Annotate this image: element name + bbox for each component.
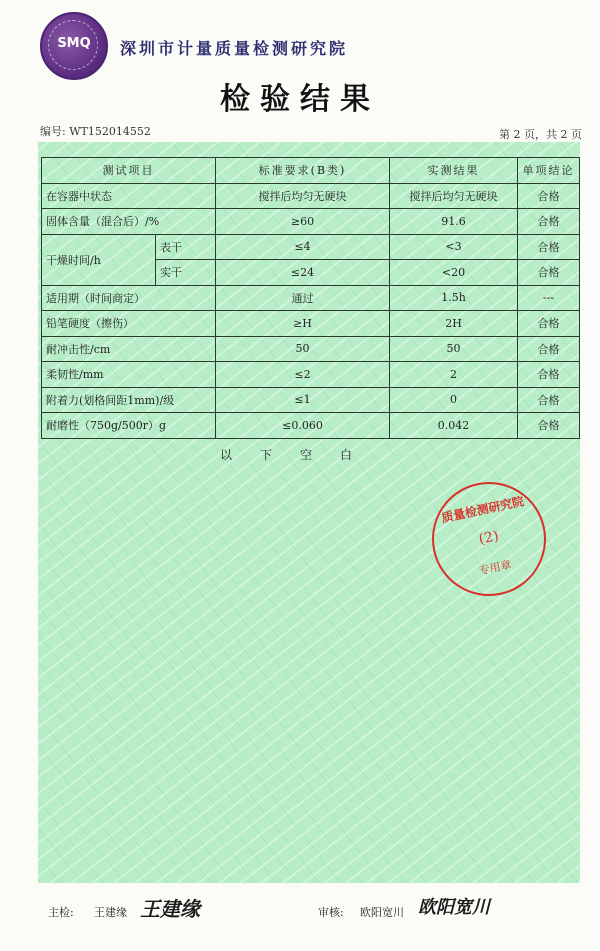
seal-text-top: 质量检测研究院 — [440, 494, 526, 526]
cell-standard: ≤1 — [216, 387, 390, 413]
page-indicator: 第 2 页，共 2 页 — [499, 128, 582, 141]
institution-name: 深圳市计量质量检测研究院 — [120, 39, 349, 58]
cell-result: 0 — [390, 387, 518, 413]
cell-result: 2H — [390, 311, 518, 337]
cell-result: 50 — [390, 336, 518, 362]
cell-item: 固体含量（混合后）/% — [42, 209, 216, 235]
results-table — [41, 157, 580, 439]
table-row — [42, 285, 580, 311]
cell-standard: ≤0.060 — [216, 413, 390, 439]
cell-item: 附着力(划格间距1mm)/级 — [42, 387, 216, 413]
cell-result: 1.5h — [390, 285, 518, 311]
table-row — [42, 183, 580, 209]
cell-result: <20 — [390, 260, 518, 286]
cell-result: 搅拌后均匀无硬块 — [390, 183, 518, 209]
cell-conclusion: 合格 — [518, 183, 580, 209]
cell-result: 2 — [390, 362, 518, 388]
inspector-label: 主检: — [48, 906, 74, 919]
cell-conclusion: 合格 — [518, 311, 580, 337]
cell-standard: ≤24 — [216, 260, 390, 286]
reviewer-signature: 欧阳宽川 — [418, 897, 490, 918]
cell-sub-item: 表干 — [156, 234, 216, 260]
header-standard: 标准要求(B类) — [216, 158, 390, 184]
inspector-name: 王建缘 — [94, 906, 127, 919]
serial-number: 编号: WT152014552 — [40, 125, 151, 138]
cell-item: 耐磨性（750g/500r）g — [42, 413, 216, 439]
table-row — [42, 311, 580, 337]
inspector-signature: 王建缘 — [140, 897, 200, 921]
table-row — [42, 209, 580, 235]
cell-conclusion: 合格 — [518, 234, 580, 260]
reviewer-name: 欧阳宽川 — [360, 906, 404, 919]
header-test-item: 测试项目 — [42, 158, 216, 184]
table-row — [42, 387, 580, 413]
cell-standard: 通过 — [216, 285, 390, 311]
table-row — [42, 336, 580, 362]
cell-standard: 搅拌后均匀无硬块 — [216, 183, 390, 209]
cell-item: 干燥时间/h — [42, 234, 156, 285]
reviewer-label: 审核: — [318, 906, 344, 919]
cell-conclusion: 合格 — [518, 260, 580, 286]
cell-item: 耐冲击性/cm — [42, 336, 216, 362]
cell-standard: ≥H — [216, 311, 390, 337]
cell-result: 0.042 — [390, 413, 518, 439]
cell-standard: ≥60 — [216, 209, 390, 235]
cell-sub-item: 实干 — [156, 260, 216, 286]
table-row — [42, 362, 580, 388]
table-header-row — [42, 158, 580, 184]
cell-conclusion: 合格 — [518, 362, 580, 388]
cell-conclusion: 合格 — [518, 336, 580, 362]
cell-item: 适用期（时间商定） — [42, 285, 216, 311]
cell-result: <3 — [390, 234, 518, 260]
cell-conclusion: --- — [518, 285, 580, 311]
page-title: 检验结果 — [220, 82, 380, 117]
table-row — [42, 413, 580, 439]
smq-logo — [40, 12, 108, 80]
cell-item: 铅笔硬度（擦伤） — [42, 311, 216, 337]
seal-text-number: (2) — [477, 528, 501, 548]
logo-text: SMQ — [57, 36, 91, 51]
cell-standard: ≤4 — [216, 234, 390, 260]
header-conclusion: 单项结论 — [518, 158, 580, 184]
cell-conclusion: 合格 — [518, 413, 580, 439]
header-result: 实测结果 — [390, 158, 518, 184]
cell-conclusion: 合格 — [518, 387, 580, 413]
cell-standard: 50 — [216, 336, 390, 362]
cell-item: 在容器中状态 — [42, 183, 216, 209]
cell-item: 柔韧性/mm — [42, 362, 216, 388]
seal-text-bottom: 专用章 — [477, 558, 513, 578]
blank-below-note: 以下空白 — [219, 448, 380, 462]
cell-standard: ≤2 — [216, 362, 390, 388]
cell-conclusion: 合格 — [518, 209, 580, 235]
table-row — [42, 234, 580, 260]
cell-result: 91.6 — [390, 209, 518, 235]
